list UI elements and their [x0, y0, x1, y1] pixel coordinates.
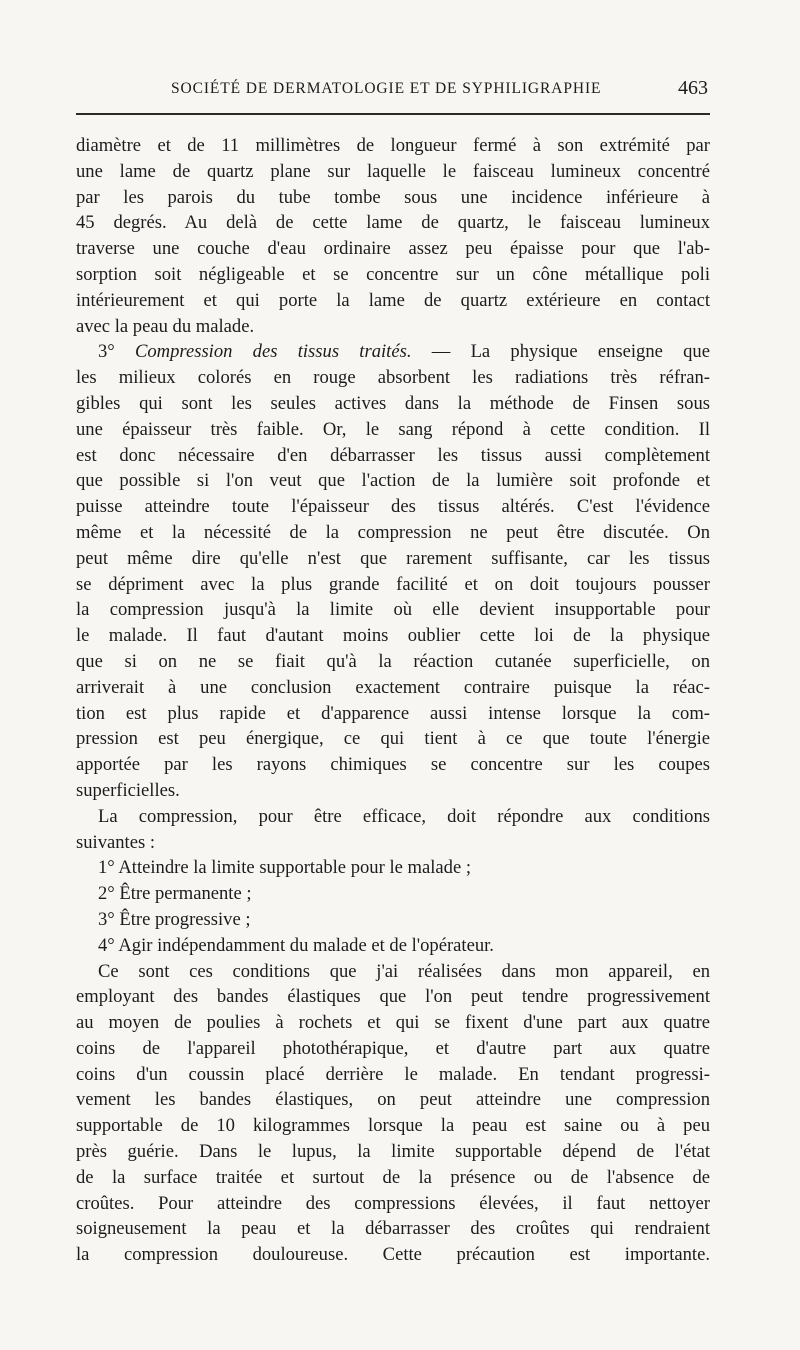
text-line: vement les bandes élastiques, on peut atteindre une compression [76, 1089, 710, 1111]
text-line: les milieux colorés en rouge absorbent les radiations très réfran- [76, 367, 710, 389]
text-line: la compression douloureuse. Cette précaution est importante. [76, 1244, 710, 1266]
page-number: 463 [678, 77, 708, 99]
text-line: une lame de quartz plane sur laquelle le faisceau lumineux concentré [76, 160, 710, 182]
text-line: gibles qui sont les seules actives dans la méthode de Finsen sous [76, 392, 710, 414]
text-line: coins d'un coussin placé derrière le malade. En tendant progressi- [76, 1063, 710, 1085]
text-line: soigneusement la peau et la débarrasser des croûtes qui rendraient [76, 1218, 710, 1240]
list-item: 4° Agir indépendamment du malade et de l'opérateur. [98, 934, 494, 956]
section-number: 3° [98, 341, 115, 363]
text-line: puisse atteindre toute l'épaisseur des tissus altérés. C'est l'évidence [76, 496, 710, 518]
text-line: que si on ne se fiait qu'à la réaction cutanée superficielle, on [76, 650, 710, 672]
text-line: suivantes : [76, 831, 156, 853]
text-line: intérieurement et qui porte la lame de quartz extérieure en contact [76, 289, 710, 311]
section-heading-line [76, 339, 710, 365]
text-line: apportée par les rayons chimiques se concentre sur les coupes [76, 754, 710, 776]
section-lead-text: — La physique enseigne que [431, 341, 710, 363]
text-line: pression est peu énergique, ce qui tient à ce que toute l'énergie [76, 728, 710, 750]
text-line: la compression jusqu'à la limite où elle devient insupportable pour [76, 599, 710, 621]
text-line: coins de l'appareil photothérapique, et d'autre part aux quatre [76, 1037, 710, 1059]
text-line: sorption soit négligeable et se concentre sur un cône métallique poli [76, 263, 710, 285]
header-rule [76, 113, 710, 115]
text-line: 45 degrés. Au delà de cette lame de quartz, le faisceau lumineux [76, 212, 710, 234]
running-title: SOCIÉTÉ DE DERMATOLOGIE ET DE SYPHILIGRAPHIE [171, 80, 602, 97]
text-line: supportable de 10 kilogrammes lorsque la peau est saine ou à peu [76, 1115, 710, 1137]
text-line: arriverait à une conclusion exactement contraire puisque la réac- [76, 676, 710, 698]
text-line: se dépriment avec la plus grande facilité et on doit toujours pousser [76, 573, 710, 595]
text-line: diamètre et de 11 millimètres de longueur fermé à son extrémité par [76, 135, 710, 156]
text-line: que possible si l'on veut que l'action de la lumière soit profonde et [76, 470, 710, 492]
text-line: La compression, pour être efficace, doit répondre aux conditions [98, 805, 710, 827]
text-line: près guérie. Dans le lupus, la limite supportable dépend de l'état [76, 1141, 710, 1163]
text-line: une épaisseur très faible. Or, le sang répond à cette condition. Il [76, 418, 710, 440]
text-line: de la surface traitée et surtout de la présence ou de l'absence de [76, 1166, 710, 1188]
text-line: peut même dire qu'elle n'est que rarement suffisante, car les tissus [76, 547, 710, 569]
section-title: Compression des tissus traités. [134, 341, 412, 363]
text-line: croûtes. Pour atteindre des compressions élevées, il faut nettoyer [76, 1192, 710, 1214]
text-line: employant des bandes élastiques que l'on peut tendre progressivement [76, 986, 710, 1008]
text-line: Ce sont ces conditions que j'ai réalisées dans mon appareil, en [98, 960, 710, 982]
text-line: avec la peau du malade. [76, 315, 255, 337]
text-line: superficielles. [76, 779, 180, 801]
text-line: tion est plus rapide et d'apparence aussi intense lorsque la com- [76, 702, 710, 724]
text-line: est donc nécessaire d'en débarrasser les tissus aussi complètement [76, 444, 710, 466]
body-text [76, 133, 710, 1268]
page-header [76, 78, 710, 102]
text-line: traverse une couche d'eau ordinaire assez peu épaisse pour que l'ab- [76, 238, 710, 260]
text-line: le malade. Il faut d'autant moins oublier cette loi de la physique [76, 625, 710, 647]
list-item: 2° Être permanente ; [98, 883, 252, 905]
list-item: 3° Être progressive ; [98, 908, 251, 930]
list-item: 1° Atteindre la limite supportable pour le malade ; [98, 857, 472, 879]
text-line: par les parois du tube tombe sous une incidence inférieure à [76, 186, 710, 208]
text-line: même et la nécessité de la compression ne peut être discutée. On [76, 521, 710, 543]
text-line: au moyen de poulies à rochets et qui se fixent d'une part aux quatre [76, 1012, 710, 1034]
